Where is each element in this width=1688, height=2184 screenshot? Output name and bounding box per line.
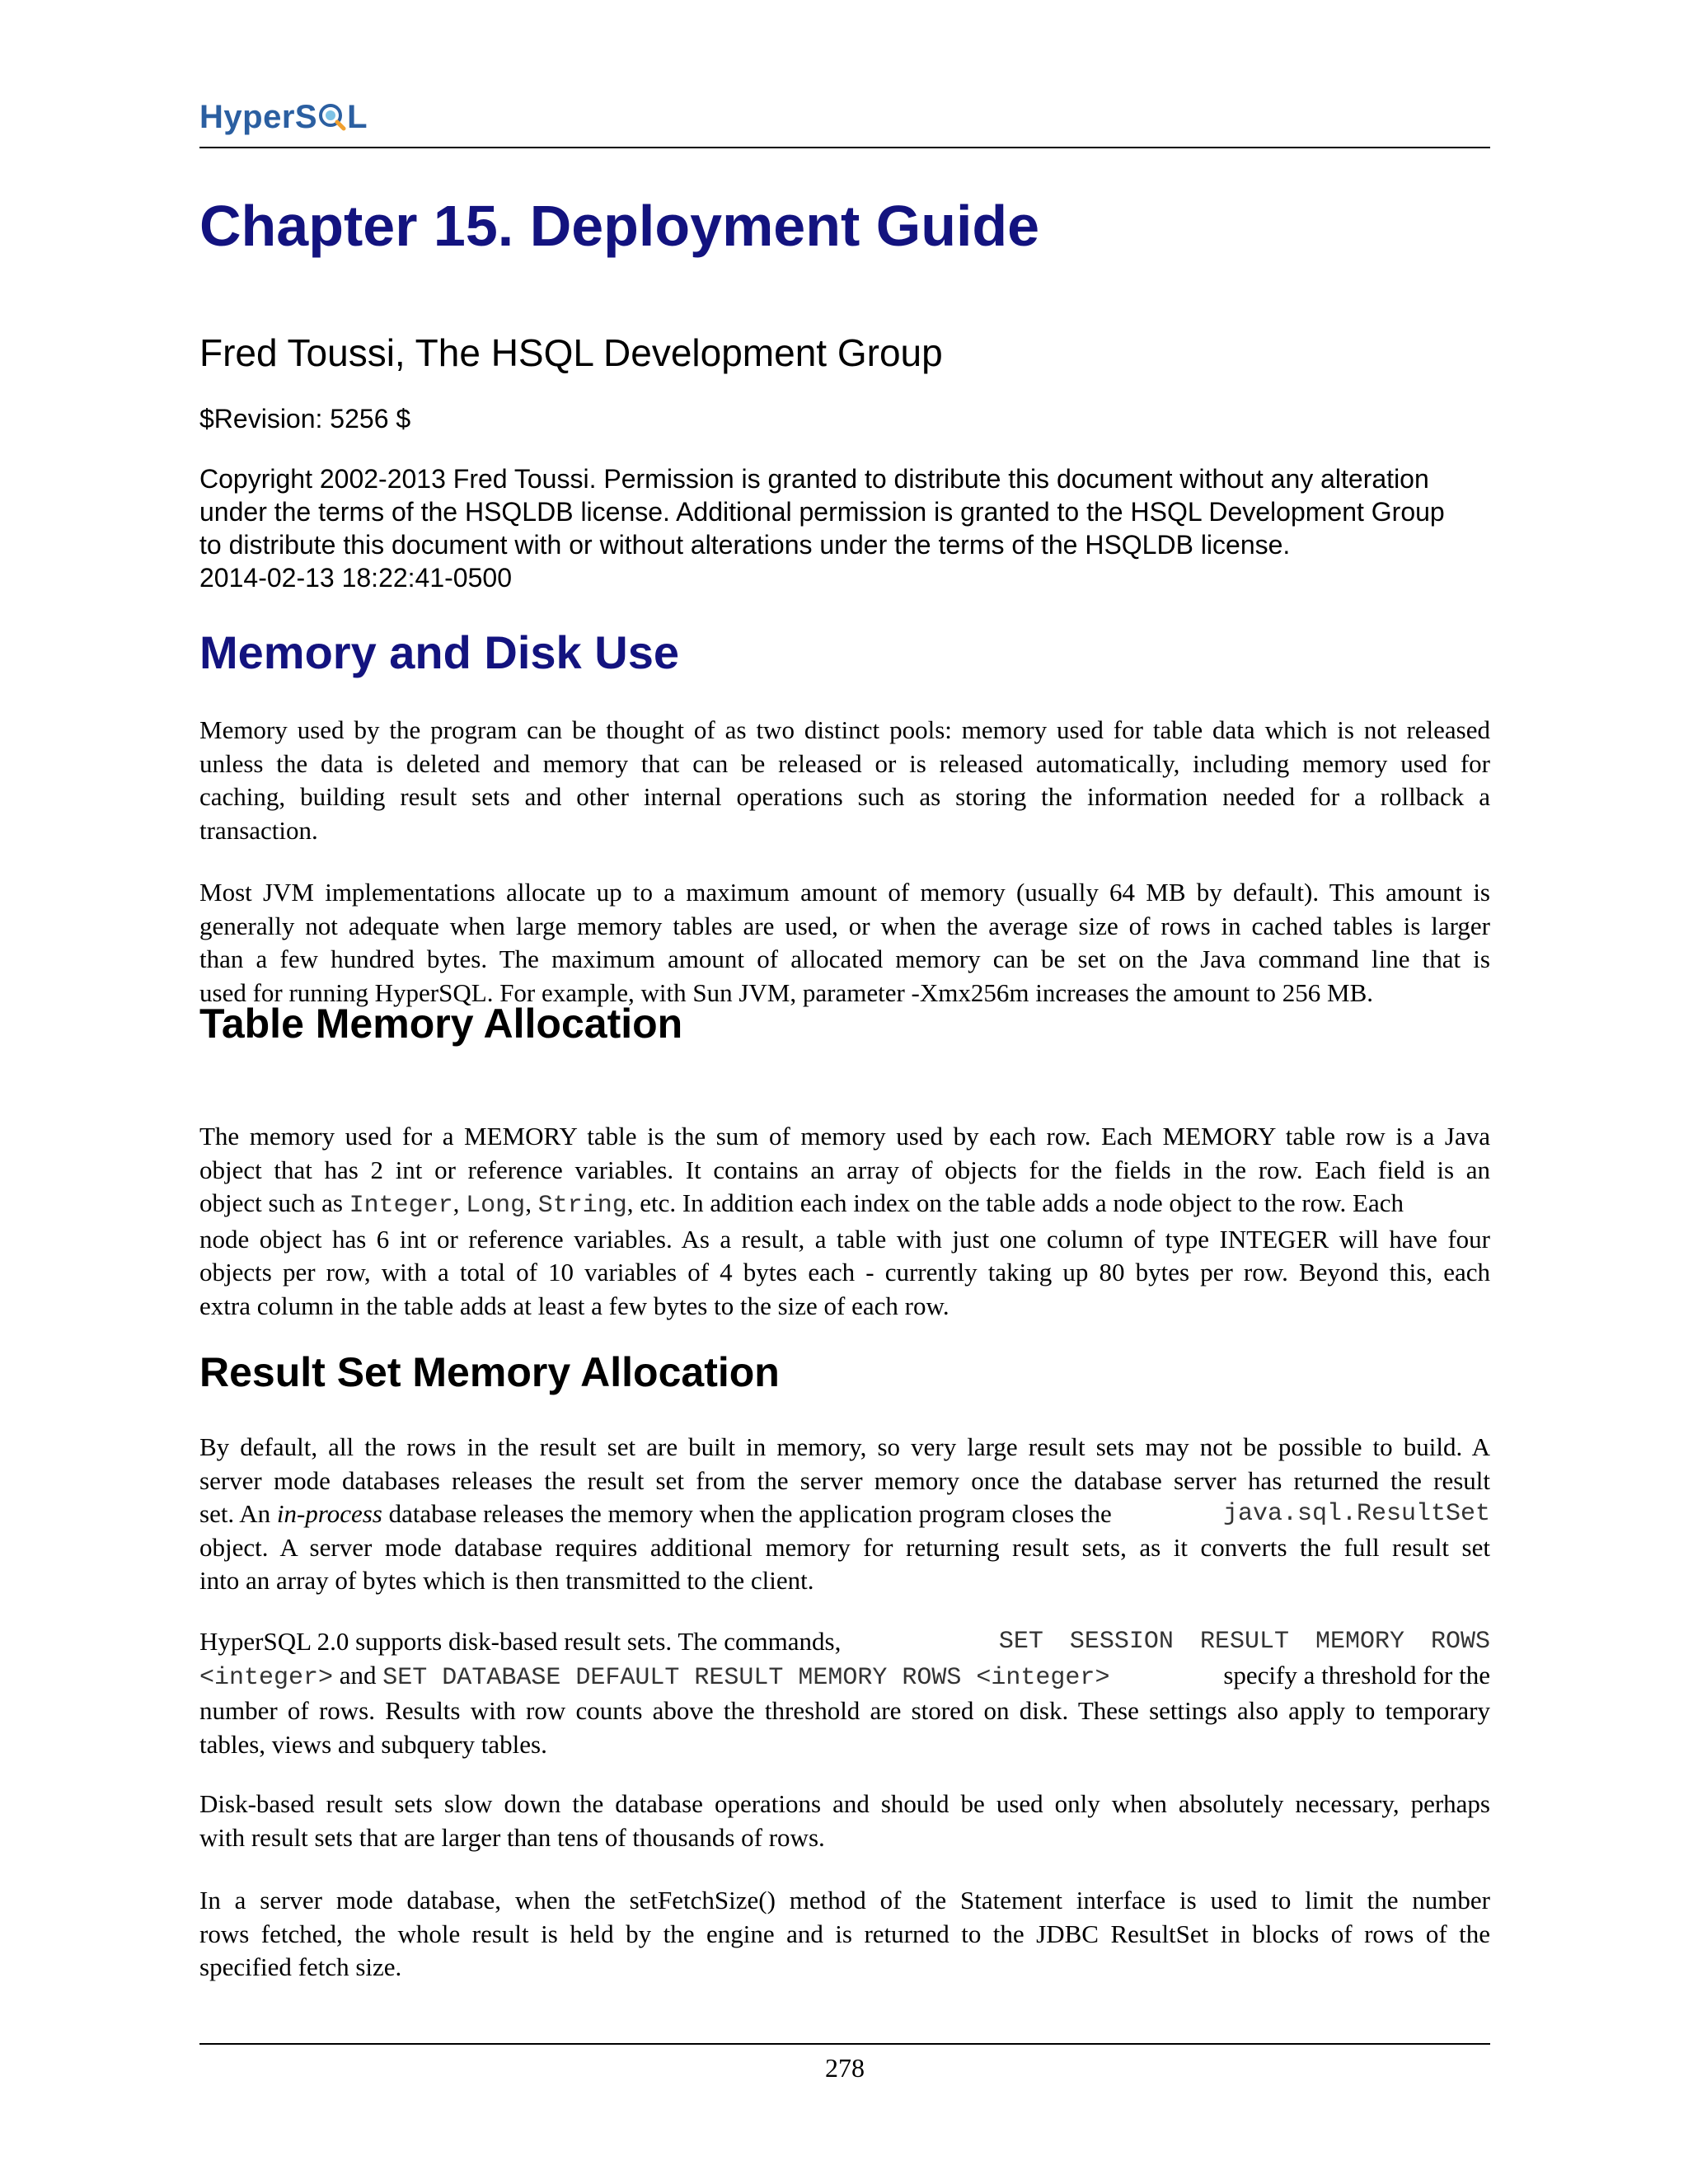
author-line: Fred Toussi, The HSQL Development Group xyxy=(199,331,943,374)
copyright-line: under the terms of the HSQLDB license. Additional permission is granted to the HSQL Development Group xyxy=(199,497,1445,527)
paragraph-fetch-size xyxy=(199,1884,1490,1985)
code-set-database: SET DATABASE DEFAULT RESULT MEMORY ROWS <integer> xyxy=(382,1663,1110,1692)
text-line: specified fetch size. xyxy=(199,1952,402,1981)
paragraph-memory-pools xyxy=(199,714,1490,847)
text-line: tables, views and subquery tables. xyxy=(199,1729,547,1759)
copyright-block xyxy=(199,462,1490,594)
text-line xyxy=(199,1187,1490,1223)
text-line: extra column in the table adds at least a few bytes to the size of each row. xyxy=(199,1291,950,1320)
logo-text-left: HyperS xyxy=(199,99,318,135)
text-line: used for running HyperSQL. For example, with Sun JVM, parameter -Xmx256m increases the amount to 256 MB. xyxy=(199,977,1374,1007)
text-fragment: , etc. In addition each index on the table adds a node object to the row. Each xyxy=(626,1188,1404,1217)
text-line: with result sets that are larger than tens of thousands of rows. xyxy=(199,1822,825,1852)
code-integer-param: <integer> xyxy=(199,1663,334,1692)
text-line: In a server mode database, when the setFetchSize() method of the Statement interface is used to limit the number xyxy=(199,1886,1490,1915)
text-line: objects per row, with a total of 10 variables of 4 bytes each - currently taking up 80 bytes per row. Beyond this, each xyxy=(199,1258,1490,1286)
code-string: String xyxy=(537,1192,627,1220)
text-line: generally not adequate when large memory tables are used, or when the average size of rows in cached tables is larger xyxy=(199,911,1490,940)
copyright-line: Copyright 2002-2013 Fred Toussi. Permission is granted to distribute this document without any alteration xyxy=(199,464,1429,494)
text-line: object. A server mode database requires additional memory for returning result sets, as it converts the full result set xyxy=(199,1532,1490,1562)
text-line: rows fetched, the whole result is held by the engine and is returned to the JDBC ResultSet in blocks of rows of the xyxy=(199,1919,1490,1948)
text-fragment: set. An xyxy=(199,1499,271,1528)
text-fragment xyxy=(199,1497,1112,1531)
chapter-title: Chapter 15. Deployment Guide xyxy=(199,194,1040,258)
text-fragment: HyperSQL 2.0 supports disk-based result sets. The commands, xyxy=(199,1627,842,1656)
text-fragment xyxy=(199,1659,1109,1695)
header-rule xyxy=(199,147,1490,148)
text-line: server mode databases releases the result set from the server memory once the database server has returned the result xyxy=(199,1465,1490,1495)
subsection-title-result-set: Result Set Memory Allocation xyxy=(199,1349,780,1395)
text-line: into an array of bytes which is then transmitted to the client. xyxy=(199,1566,814,1595)
page-number: 278 xyxy=(825,2053,865,2083)
text-line: object that has 2 int or reference variables. It contains an array of objects for the fields in the row. Each field is an xyxy=(199,1155,1490,1184)
emphasis-in-process: in-process xyxy=(276,1499,382,1528)
paragraph-jvm-memory xyxy=(199,876,1490,1010)
text-line: By default, all the rows in the result set are built in memory, so very large result sets may not be possible to build. A xyxy=(199,1432,1490,1461)
magnifier-q-icon xyxy=(318,103,346,131)
revision-line: $Revision: 5256 $ xyxy=(199,404,411,434)
separator: , xyxy=(452,1188,460,1217)
section-title-memory: Memory and Disk Use xyxy=(199,626,679,678)
document-page xyxy=(199,0,1490,2184)
text-line: unless the data is deleted and memory that can be released or is released automatically, including memory used for xyxy=(199,748,1490,778)
copyright-line: to distribute this document with or without alterations under the terms of the HSQLDB license. xyxy=(199,530,1291,560)
page-header xyxy=(199,97,1490,147)
paragraph-table-memory xyxy=(199,1120,1490,1323)
separator: , xyxy=(525,1188,532,1217)
pub-date: 2014-02-13 18:22:41-0500 xyxy=(199,563,512,593)
hypersql-logo xyxy=(199,97,368,137)
text-fragment: database releases the memory when the application program closes the xyxy=(388,1499,1112,1528)
text-line: The memory used for a MEMORY table is the sum of memory used by each row. Each MEMORY table row is a Java xyxy=(199,1122,1490,1151)
footer-rule xyxy=(199,2043,1490,2045)
text-fragment: and xyxy=(339,1660,377,1690)
text-line xyxy=(199,1659,1490,1695)
paragraph-disk-slowdown xyxy=(199,1788,1490,1854)
text-line xyxy=(199,1625,1490,1659)
code-integer: Integer xyxy=(349,1192,453,1220)
text-line xyxy=(199,1497,1490,1531)
code-long: Long xyxy=(466,1192,526,1220)
text-line: node object has 6 int or reference variables. As a result, a table with just one column of type INTEGER will have four xyxy=(199,1224,1490,1254)
paragraph-result-set-default xyxy=(199,1431,1490,1598)
text-fragment: object such as xyxy=(199,1188,343,1217)
code-resultset: java.sql.ResultSet xyxy=(1222,1500,1490,1528)
text-fragment: specify a threshold for the xyxy=(1223,1660,1490,1690)
text-line: transaction. xyxy=(199,815,318,845)
text-line: than a few hundred bytes. The maximum amount of allocated memory can be set on the Java command line that is xyxy=(199,944,1490,973)
code-set-session: SET SESSION RESULT MEMORY ROWS xyxy=(998,1628,1490,1656)
text-line: Disk-based result sets slow down the database operations and should be used only when absolutely necessary, perhaps xyxy=(199,1789,1490,1818)
text-line: Memory used by the program can be thought of as two distinct pools: memory used for table data which is not released xyxy=(199,715,1490,744)
text-line: caching, building result sets and other internal operations such as storing the information needed for a rollback a xyxy=(199,782,1490,811)
text-fragment xyxy=(199,1187,1404,1223)
logo-text-right: L xyxy=(347,99,368,135)
subsection-title-table-memory: Table Memory Allocation xyxy=(199,1001,683,1047)
text-line: Most JVM implementations allocate up to a maximum amount of memory (usually 64 MB by default). This amount is xyxy=(199,878,1490,907)
text-line: number of rows. Results with row counts above the threshold are stored on disk. These settings also apply to temporary xyxy=(199,1696,1490,1725)
paragraph-disk-based xyxy=(199,1625,1490,1761)
